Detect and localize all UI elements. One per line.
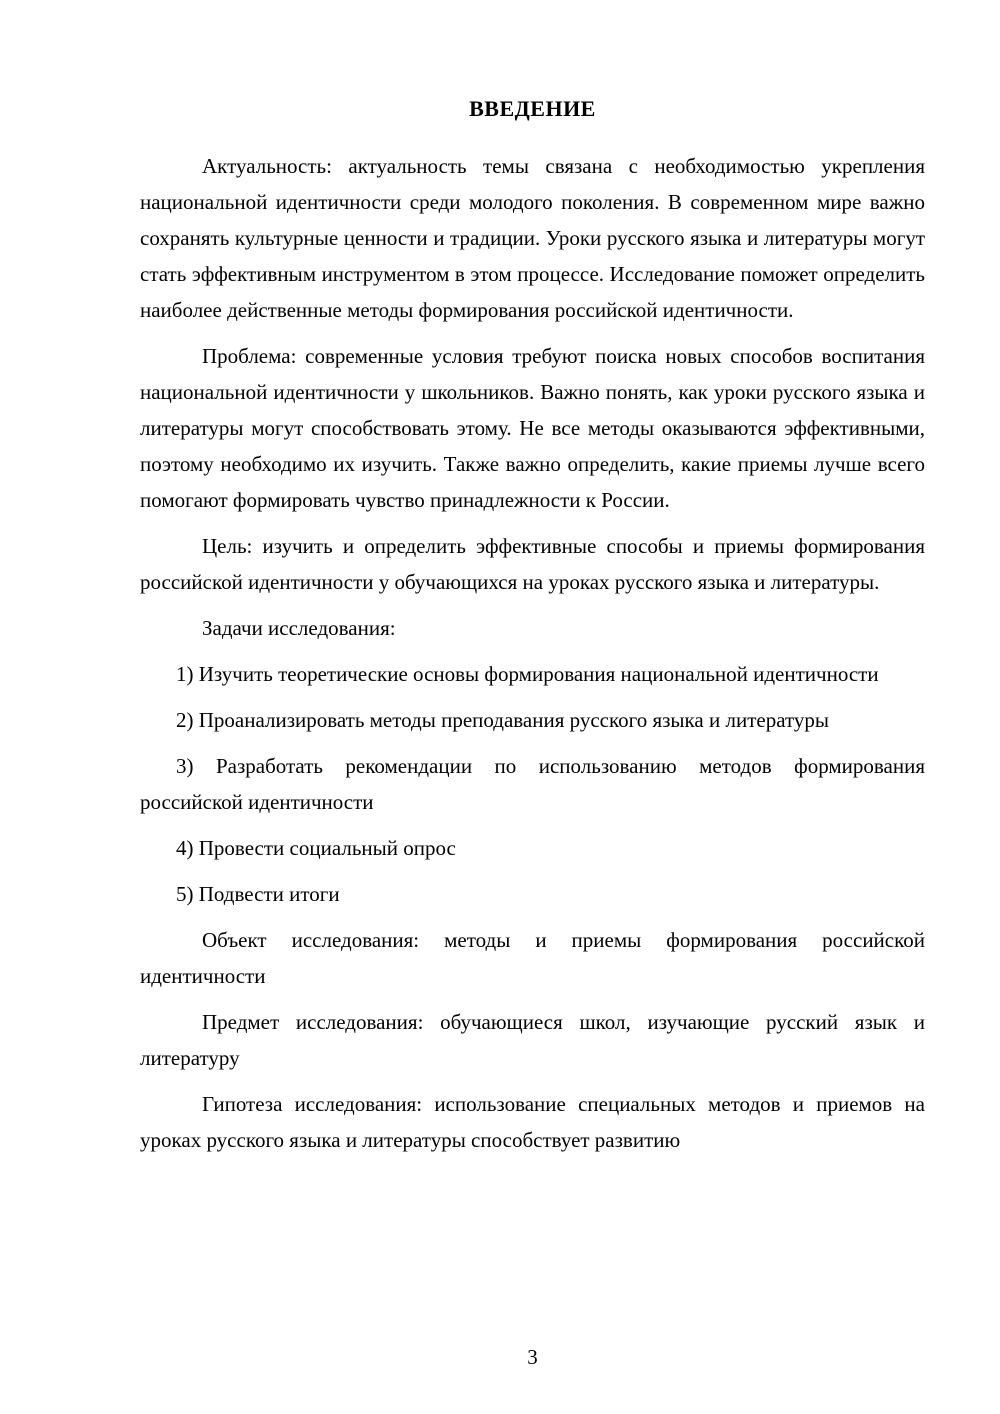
task-item-4: 4) Провести социальный опрос	[176, 836, 456, 860]
page-title: ВВЕДЕНИЕ	[469, 96, 596, 121]
task-item-3: 3) Разработать рекомендации по использованию методов формирования российской идентичности	[140, 754, 925, 814]
paragraph-object: Объект исследования: методы и приемы формирования российской идентичности	[140, 928, 925, 988]
paragraph-tasks-heading: Задачи исследования:	[202, 616, 396, 640]
paragraph-relevance: Актуальность: актуальность темы связана с необходимостью укрепления национальной идентичности среди молодого поколения. В современном мире важно сохранять культурные ценности и традиции. Уроки русского языка и литературы могут стать эффективным инструментом в этом процессе. Исследование поможет определить наиболее действенные методы формирования российской идентичности.	[140, 154, 925, 322]
paragraph-hypothesis: Гипотеза исследования: использование специальных методов и приемов на уроках русского языка и литературы способствует развитию	[140, 1092, 925, 1152]
paragraph-problem: Проблема: современные условия требуют поиска новых способов воспитания национальной идентичности у школьников. Важно понять, как уроки русского языка и литературы могут способствовать этому. Не все методы оказываются эффективными, поэтому необходимо их изучить. Также важно определить, какие приемы лучше всего помогают формировать чувство принадлежности к России.	[140, 344, 925, 512]
task-item-2: 2) Проанализировать методы преподавания русского языка и литературы	[176, 708, 829, 732]
paragraph-goal: Цель: изучить и определить эффективные способы и приемы формирования российской идентичности у обучающихся на уроках русского языка и литературы.	[140, 534, 925, 594]
paragraph-subject: Предмет исследования: обучающиеся школ, изучающие русский язык и литературу	[140, 1010, 925, 1070]
page-number: 3	[527, 1345, 538, 1369]
task-item-5: 5) Подвести итоги	[176, 882, 340, 906]
task-item-1: 1) Изучить теоретические основы формирования национальной идентичности	[176, 662, 879, 686]
